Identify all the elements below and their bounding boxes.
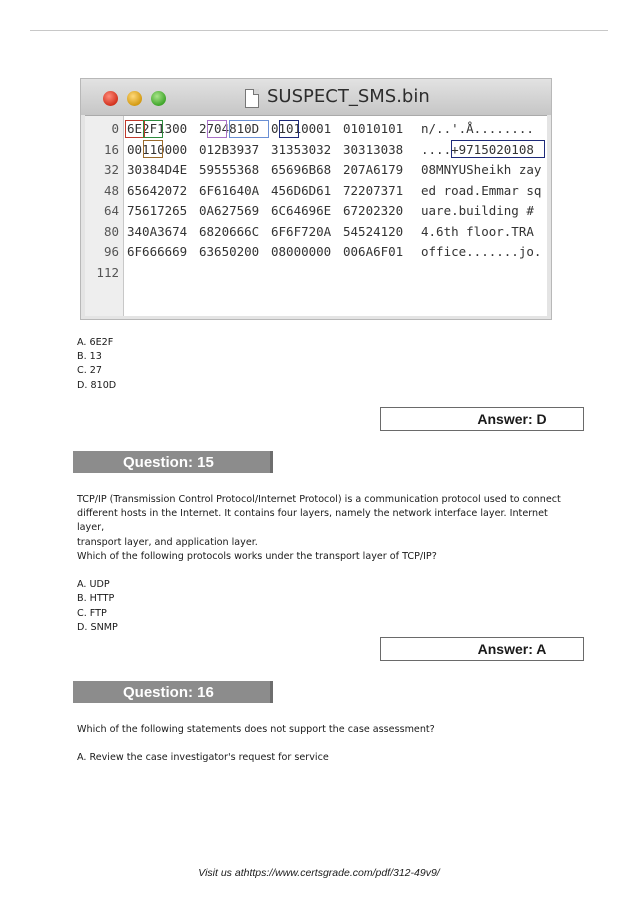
row-offset: 96 <box>103 244 119 259</box>
highlight-box <box>125 120 145 138</box>
hex-word: 6820666C <box>199 223 260 239</box>
highlight-box <box>143 120 163 138</box>
q15-stem-line: transport layer, and application layer. <box>77 536 258 548</box>
document-file-icon <box>245 89 259 108</box>
row-offset: 0 <box>111 121 119 136</box>
q15-answer-box <box>380 637 584 661</box>
hex-word: 54524120 <box>343 223 404 239</box>
option-a: A. Review the case investigator's request for service <box>77 752 329 764</box>
hex-word: 6F61640A <box>199 182 260 198</box>
hex-word: 2704810D <box>199 121 260 136</box>
hex-word: 65642072 <box>127 182 188 198</box>
footer-link[interactable]: Visit us athttps://www.certsgrade.com/pdf/312-49v9/ <box>198 867 440 879</box>
hex-row <box>85 222 541 243</box>
hex-editor-figure <box>80 78 552 320</box>
hex-word: 08000000 <box>271 244 332 259</box>
ascii-column: office.......jo. <box>421 244 542 259</box>
hex-word: 01010101 <box>343 121 404 136</box>
header-rule <box>30 30 608 31</box>
row-offset: 64 <box>103 203 119 218</box>
hex-word: 30313038 <box>343 141 404 157</box>
q15-stem-line: different hosts in the Internet. It contains four layers, namely the network interface layer. Internet layer, <box>77 508 548 534</box>
q14-options <box>77 336 577 393</box>
question-16-banner <box>73 681 273 703</box>
ascii-column: uare.building # <box>421 203 534 218</box>
hex-word: 00110000 <box>127 141 188 157</box>
q15-answer: Answer: A <box>477 641 547 657</box>
question-15-banner <box>73 451 273 473</box>
option-c: C. 27 <box>77 365 103 377</box>
hex-row <box>85 201 541 222</box>
q15-stem-line: TCP/IP (Transmission Control Protocol/Internet Protocol) is a communication protocol used to connect <box>77 494 561 505</box>
hex-word: 01010001 <box>271 121 332 136</box>
q15-stem-line: Which of the following protocols works under the transport layer of TCP/IP? <box>77 550 437 562</box>
hex-row <box>85 263 541 284</box>
hex-dump-area <box>85 115 547 316</box>
question-15-title: Question: 15 <box>123 453 214 471</box>
hex-row <box>85 160 541 181</box>
option-b: B. 13 <box>77 351 102 363</box>
hex-word: 30384D4E <box>127 162 188 177</box>
hex-word: 456D6D61 <box>271 182 332 198</box>
hex-row <box>85 242 541 263</box>
hex-word: 012B3937 <box>199 141 260 157</box>
zoom-window-icon <box>151 91 166 106</box>
hex-word: 6E2F1300 <box>127 121 188 136</box>
q14-answer: Answer: D <box>477 411 547 427</box>
hex-window-titlebar <box>81 79 551 115</box>
ascii-column: ed road.Emmar sq <box>421 182 542 198</box>
ascii-column: 08MNYUSheikh zay <box>421 162 542 177</box>
close-window-icon <box>103 91 118 106</box>
option-d: D. SNMP <box>77 621 118 633</box>
hex-word: 006A6F01 <box>343 244 404 259</box>
q16-text <box>77 723 577 766</box>
row-offset: 112 <box>96 264 119 280</box>
highlight-box <box>229 120 269 138</box>
q15-text <box>77 493 577 635</box>
row-offset: 48 <box>103 182 119 198</box>
ascii-column: n/..'.Å........ <box>421 121 534 136</box>
hex-row <box>85 181 541 202</box>
option-a: A. UDP <box>77 579 110 591</box>
hex-word: 207A6179 <box>343 162 404 177</box>
row-offset: 80 <box>103 223 119 239</box>
hex-word: 6F666669 <box>127 244 188 259</box>
hex-window-title: SUSPECT_SMS.bin <box>267 86 430 107</box>
row-offset: 16 <box>103 141 119 157</box>
row-offset: 32 <box>103 162 119 177</box>
hex-word: 59555368 <box>199 162 260 177</box>
highlight-box <box>207 120 227 138</box>
ascii-column: ....+9715020108 <box>421 141 534 157</box>
ascii-column: 4.6th floor.TRA <box>421 223 534 239</box>
hex-word: 72207371 <box>343 182 404 198</box>
hex-word: 0A627569 <box>199 203 260 218</box>
question-16-title: Question: 16 <box>123 683 214 701</box>
hex-word: 63650200 <box>199 244 260 259</box>
hex-word: 6C64696E <box>271 203 332 218</box>
hex-word: 75617265 <box>127 203 188 218</box>
hex-word: 6F6F720A <box>271 223 332 239</box>
option-a: A. 6E2F <box>77 337 114 348</box>
q14-answer-box <box>380 407 584 431</box>
hex-word: 340A3674 <box>127 223 188 239</box>
q16-stem-line: Which of the following statements does not support the case assessment? <box>77 724 435 735</box>
highlight-box <box>143 140 163 158</box>
highlight-box <box>451 140 545 158</box>
hex-word: 67202320 <box>343 203 404 218</box>
option-c: C. FTP <box>77 607 107 619</box>
highlight-box <box>279 120 299 138</box>
hex-word: 65696B68 <box>271 162 332 177</box>
minimize-window-icon <box>127 91 142 106</box>
option-b: B. HTTP <box>77 593 115 605</box>
hex-word: 31353032 <box>271 141 332 157</box>
option-d: D. 810D <box>77 379 117 391</box>
